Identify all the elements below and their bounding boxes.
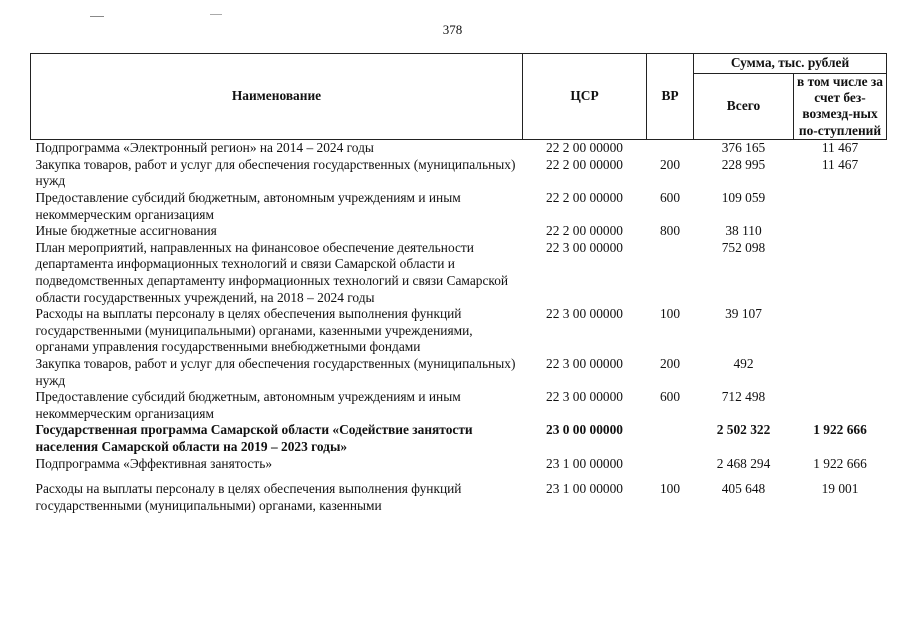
row-vr bbox=[647, 140, 694, 157]
row-free bbox=[794, 306, 887, 356]
scan-artifact-line bbox=[210, 14, 222, 15]
row-csr: 22 2 00 00000 bbox=[546, 223, 623, 239]
row-name: План мероприятий, направленных на финансовое обеспечение деятельности департамента информационных технологий и связи Самарской области и подведомственных департаменту информационных технологий и связи Самарской области государственных учреждений, на 2018 – 2024 годы bbox=[35, 239, 509, 305]
row-csr: 22 3 00 00000 bbox=[546, 389, 623, 405]
table-row bbox=[31, 422, 887, 455]
row-name: Закупка товаров, работ и услуг для обеспечения государственных (муниципальных) нужд bbox=[35, 355, 516, 388]
row-csr: 22 3 00 00000 bbox=[546, 355, 623, 371]
row-vr: 200 bbox=[659, 355, 681, 371]
row-total: 752 098 bbox=[721, 239, 766, 255]
header-total: Всего bbox=[694, 73, 794, 140]
row-free: 11 467 bbox=[821, 140, 859, 156]
row-csr: 22 2 00 00000 bbox=[546, 140, 623, 156]
row-name: Расходы на выплаты персоналу в целях обеспечения выполнения функций государственными (муниципальными) органами, казенными bbox=[35, 481, 462, 513]
row-name: Предоставление субсидий бюджетным, автономным учреждениям и иным некоммерческим организациям bbox=[35, 190, 461, 222]
row-csr: 22 2 00 00000 bbox=[546, 156, 623, 172]
table-row bbox=[31, 157, 887, 190]
table-row bbox=[31, 356, 887, 389]
row-total: 109 059 bbox=[721, 190, 766, 205]
header-name: Наименование bbox=[31, 54, 523, 140]
table-body bbox=[31, 140, 887, 515]
row-csr: 22 3 00 00000 bbox=[546, 239, 623, 255]
row-vr: 100 bbox=[659, 481, 681, 497]
page-number: 378 bbox=[442, 22, 463, 37]
row-total: 228 995 bbox=[721, 156, 766, 172]
row-name: Государственная программа Самарской области «Содействие занятости населения Самарской области на 2019 – 2023 годы» bbox=[35, 422, 473, 454]
table-row bbox=[31, 140, 887, 157]
row-name: Предоставление субсидий бюджетным, автономным учреждениям и иным некоммерческим организациям bbox=[35, 389, 461, 421]
row-name: Расходы на выплаты персоналу в целях обеспечения выполнения функций государственными (муниципальными) органами, казенными учреждениями, органами управления государственными внебюджетными фондами bbox=[35, 306, 473, 355]
header-sum: Сумма, тыс. рублей bbox=[694, 54, 887, 74]
row-total: 2 502 322 bbox=[716, 422, 771, 438]
table-row bbox=[31, 456, 887, 473]
row-free: 11 467 bbox=[821, 156, 859, 172]
row-free bbox=[794, 389, 887, 422]
row-vr bbox=[647, 456, 694, 473]
row-total: 712 498 bbox=[721, 389, 766, 405]
row-vr: 600 bbox=[659, 389, 681, 405]
row-free bbox=[794, 223, 887, 240]
row-total: 376 165 bbox=[721, 140, 766, 156]
row-total: 405 648 bbox=[721, 481, 766, 497]
row-total: 492 bbox=[733, 355, 754, 371]
row-name: Подпрограмма «Электронный регион» на 2014 – 2024 годы bbox=[35, 140, 374, 156]
table-row bbox=[31, 306, 887, 356]
row-vr bbox=[647, 422, 694, 455]
row-free bbox=[794, 240, 887, 306]
row-vr: 200 bbox=[659, 156, 681, 172]
row-free: 1 922 666 bbox=[813, 422, 867, 438]
row-vr: 100 bbox=[659, 306, 681, 322]
row-free bbox=[794, 356, 887, 389]
header-csr: ЦСР bbox=[523, 54, 647, 140]
row-free: 19 001 bbox=[821, 481, 859, 497]
row-name: Подпрограмма «Эффективная занятость» bbox=[35, 455, 273, 471]
header-vr: ВР bbox=[647, 54, 694, 140]
table-row bbox=[31, 472, 887, 514]
scan-artifact-line bbox=[90, 16, 104, 17]
row-name: Иные бюджетные ассигнования bbox=[35, 223, 217, 239]
row-free: 1 922 666 bbox=[813, 455, 867, 471]
row-csr: 22 3 00 00000 bbox=[546, 306, 623, 322]
row-csr: 23 1 00 00000 bbox=[546, 455, 623, 471]
row-csr: 23 1 00 00000 bbox=[546, 481, 623, 497]
row-total: 2 468 294 bbox=[716, 455, 771, 471]
row-csr: 22 2 00 00000 bbox=[546, 190, 623, 205]
header-free: в том числе за счет без-возмезд-ных по-ступлений bbox=[794, 73, 887, 140]
table-row bbox=[31, 223, 887, 240]
table-header bbox=[31, 54, 887, 140]
row-vr: 600 bbox=[659, 190, 681, 205]
row-vr: 800 bbox=[659, 223, 681, 239]
table-row bbox=[31, 389, 887, 422]
row-vr bbox=[647, 240, 694, 306]
table-row bbox=[31, 190, 887, 223]
row-name: Закупка товаров, работ и услуг для обеспечения государственных (муниципальных) нужд bbox=[35, 156, 516, 189]
row-total: 39 107 bbox=[725, 306, 762, 322]
budget-table bbox=[30, 53, 887, 514]
row-total: 38 110 bbox=[725, 223, 762, 239]
table-row bbox=[31, 240, 887, 306]
row-free bbox=[794, 190, 887, 223]
row-csr: 23 0 00 00000 bbox=[546, 422, 623, 438]
